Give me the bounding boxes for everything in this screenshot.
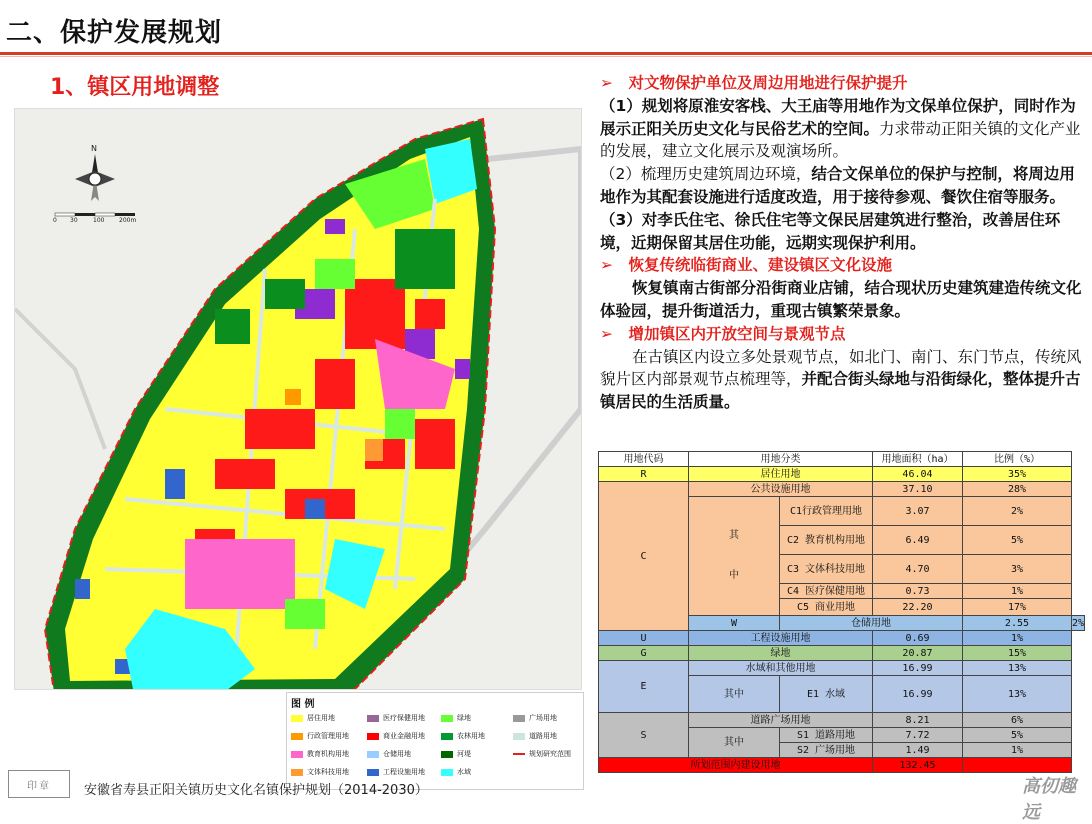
legend-item: [367, 713, 425, 723]
scale-label-3: 200m: [119, 217, 137, 224]
cell-name: C5 商业用地: [780, 599, 873, 616]
legend-swatch: [441, 751, 453, 758]
cell-pct: 35%: [962, 467, 1071, 482]
qi-label: 其: [729, 530, 739, 541]
scale-label-0: 0: [53, 217, 57, 224]
cell-name: 所划范围内建设用地: [599, 758, 873, 773]
legend-item: [513, 731, 557, 741]
legend-swatch: [513, 715, 525, 722]
table-row: [599, 646, 1085, 661]
legend-swatch: [367, 751, 379, 758]
cell-pct: 1%: [962, 743, 1071, 758]
legend-item: [291, 767, 349, 777]
cell-pct: 3%: [962, 555, 1071, 584]
heading-restore-commerce: ➢ 恢复传统临街商业、建设镇区文化设施: [600, 256, 892, 275]
map-drawing: [15, 109, 581, 689]
cell-code: C: [599, 482, 689, 631]
page-title: 二、保护发展规划: [6, 18, 223, 48]
watermark-logo: 高仞趣远: [1022, 776, 1076, 823]
scale-label-1: 30: [70, 217, 78, 224]
paragraph-2-lead: （2）梳理历史建筑周边环境，: [600, 165, 812, 184]
table-header: 比例（%）: [962, 452, 1071, 467]
paragraph-5-lead: 在古镇区内设立多处景观节点，如北门、南门、东门节点，传统风貌片区内部景观节点梳理等，: [600, 347, 1082, 389]
paragraph-1-bold: （1）规划将原淮安客栈、大王庙等用地作为文保单位保护，同时作为展示正阳关历史文化与民俗艺术的空间。: [600, 96, 1076, 138]
cell-area: 22.20: [872, 599, 962, 616]
cell-pct: 13%: [962, 676, 1071, 713]
table-row: [599, 713, 1085, 728]
cell-name: S2 广场用地: [780, 743, 873, 758]
cell-name: 居住用地: [689, 467, 873, 482]
legend-swatch: [367, 733, 379, 740]
cell-name: 仓储用地: [780, 616, 963, 631]
legend-item: [291, 713, 335, 723]
legend-label: 商业金融用地: [383, 732, 425, 740]
seal-logo: [8, 770, 70, 798]
cell-area: 4.70: [872, 555, 962, 584]
table-header: 用地代码: [599, 452, 689, 467]
cell-pct: [962, 758, 1071, 773]
scale-bar: [55, 213, 135, 216]
paragraph-1: [600, 95, 1086, 163]
paragraph-5-bold: 并配合街头绿地与沿街绿化，整体提升古镇居民的生活质量。: [600, 370, 1081, 412]
cell-area: 8.21: [872, 713, 962, 728]
legend-label: 水域: [457, 768, 471, 776]
legend-swatch: [291, 769, 303, 776]
legend-title: 图 例: [291, 699, 315, 710]
footer-caption: 安徽省寿县正阳关镇历史文化名镇保护规划（2014-2030）: [84, 783, 428, 798]
cell-pct: 15%: [962, 646, 1071, 661]
cell-name: S1 道路用地: [780, 728, 873, 743]
legend-swatch: [291, 733, 303, 740]
legend-label: 绿地: [457, 714, 471, 722]
admin-block: [285, 389, 301, 405]
table-row: [599, 758, 1085, 773]
cell-code: G: [599, 646, 689, 661]
heading-open-space: ➢ 增加镇区内开放空间与景观节点: [600, 324, 846, 343]
legend-label: 河堤: [457, 750, 471, 758]
north-label: N: [91, 144, 97, 153]
legend-label: 农林用地: [457, 732, 485, 740]
cell-name: C2 教育机构用地: [780, 526, 873, 555]
legend-label: 行政管理用地: [307, 732, 349, 740]
cell-name: C1行政管理用地: [780, 497, 873, 526]
cell-area: 0.73: [872, 584, 962, 599]
land-use-table: [598, 451, 1085, 773]
legend-item: [367, 731, 425, 741]
legend-item: [367, 767, 425, 777]
cell-pct: 28%: [962, 482, 1071, 497]
legend-label: 广场用地: [529, 714, 557, 722]
cell-code: U: [599, 631, 689, 646]
cell-name: 水域和其他用地: [689, 661, 873, 676]
cell-name: C4 医疗保健用地: [780, 584, 873, 599]
cell-code: R: [599, 467, 689, 482]
cell-pct: 5%: [962, 728, 1071, 743]
cell-pct: 5%: [962, 526, 1071, 555]
paragraph-2: [600, 163, 1086, 209]
cell-name: 道路广场用地: [689, 713, 873, 728]
education-block-2: [185, 539, 295, 609]
cell-name: 工程设施用地: [689, 631, 873, 646]
title-divider-shadow: [0, 56, 1092, 57]
legend-label: 仓储用地: [383, 750, 411, 758]
cell-area: 2.55: [962, 616, 1071, 631]
paragraph-2-bold: 结合文保单位的保护与控制，将周边用地作为其配套设施进行适度改造，用于接待参观、餐饮住宿等服务。: [600, 165, 1075, 206]
table-row: [599, 467, 1085, 482]
legend-item: [441, 767, 471, 777]
cell-area: 0.69: [872, 631, 962, 646]
cell-qizhong: 其中: [689, 728, 780, 758]
cell-pct: 1%: [962, 631, 1071, 646]
table-row: [599, 661, 1085, 676]
legend-label: 医疗保健用地: [383, 714, 425, 722]
section-subtitle: 1、镇区用地调整: [50, 75, 220, 100]
civic-block: [365, 439, 383, 461]
table-header-row: [599, 452, 1085, 467]
legend-swatch: [291, 715, 303, 722]
legend-swatch: [513, 753, 525, 755]
legend-item: [291, 749, 349, 759]
legend-swatch: [513, 733, 525, 740]
cell-name: E1 水域: [780, 676, 873, 713]
legend-label: 道路用地: [529, 732, 557, 740]
legend-item: [513, 713, 557, 723]
legend-label: 工程设施用地: [383, 768, 425, 776]
cell-qizhong: 其中: [689, 676, 780, 713]
cell-area: 16.99: [872, 661, 962, 676]
cell-pct: 6%: [962, 713, 1071, 728]
cell-area: 46.04: [872, 467, 962, 482]
paragraph-5: [600, 346, 1086, 414]
table-header: 用地分类: [689, 452, 873, 467]
paragraph-1-rest: 力求带动正阳关镇的文化产业的发展，建立文化展示及观演场所。: [600, 119, 1081, 161]
cell-area: 20.87: [872, 646, 962, 661]
text-panel: [600, 72, 1086, 414]
paragraph-3: （3）对李氏住宅、徐氏住宅等文保民居建筑进行整治，改善居住环境，近期保留其居住功能，远期实现保护利用。: [600, 210, 1061, 252]
cell-area: 132.45: [872, 758, 962, 773]
title-divider: [0, 52, 1092, 55]
cell-area: 6.49: [872, 526, 962, 555]
cell-name: 绿地: [689, 646, 873, 661]
legend-label: 规划研究范围: [529, 750, 571, 758]
legend-item: [441, 731, 485, 741]
legend-item: [367, 749, 411, 759]
land-use-map: [14, 108, 582, 690]
cell-name: 公共设施用地: [689, 482, 873, 497]
cell-area: 7.72: [872, 728, 962, 743]
cell-name: C3 文体科技用地: [780, 555, 873, 584]
zhong-label: 中: [729, 570, 739, 581]
cell-area: 1.49: [872, 743, 962, 758]
cell-area: 37.10: [872, 482, 962, 497]
heading-protect-relics: ➢ 对文物保护单位及周边用地进行保护提升: [600, 74, 908, 92]
cell-pct: 17%: [962, 599, 1071, 616]
legend-label: 居住用地: [307, 714, 335, 722]
cell-qizhong: [689, 497, 780, 616]
legend-item: [513, 749, 571, 759]
legend-swatch: [441, 769, 453, 776]
legend-swatch: [441, 715, 453, 722]
legend-swatch: [291, 751, 303, 758]
scale-label-2: 100: [93, 217, 105, 224]
legend-swatch: [441, 733, 453, 740]
cell-pct: 2%: [1071, 617, 1084, 629]
legend-swatch: [367, 769, 379, 776]
map-legend: [286, 692, 584, 790]
cell-code: S: [599, 713, 689, 758]
table-row: [599, 631, 1085, 646]
cell-pct: 13%: [962, 661, 1071, 676]
legend-item: [291, 731, 349, 741]
legend-item: [441, 713, 471, 723]
cell-area: 3.07: [872, 497, 962, 526]
legend-label: 文体科技用地: [307, 768, 349, 776]
legend-item: [441, 749, 471, 759]
table-header: 用地面积（ha）: [872, 452, 962, 467]
cell-area: 16.99: [872, 676, 962, 713]
legend-label: 教育机构用地: [307, 750, 349, 758]
seal-text: 印章: [27, 780, 51, 792]
cell-code: E: [599, 661, 689, 713]
cell-pct: 1%: [962, 584, 1071, 599]
table-row: [599, 482, 1085, 497]
cell-pct: 2%: [962, 497, 1071, 526]
cell-code: W: [689, 616, 780, 631]
legend-swatch: [367, 715, 379, 722]
paragraph-4: 恢复镇南古街部分沿街商业店铺，结合现状历史建筑建造传统文化体验园，提升街道活力，重现古镇繁荣景象。: [600, 279, 1082, 320]
